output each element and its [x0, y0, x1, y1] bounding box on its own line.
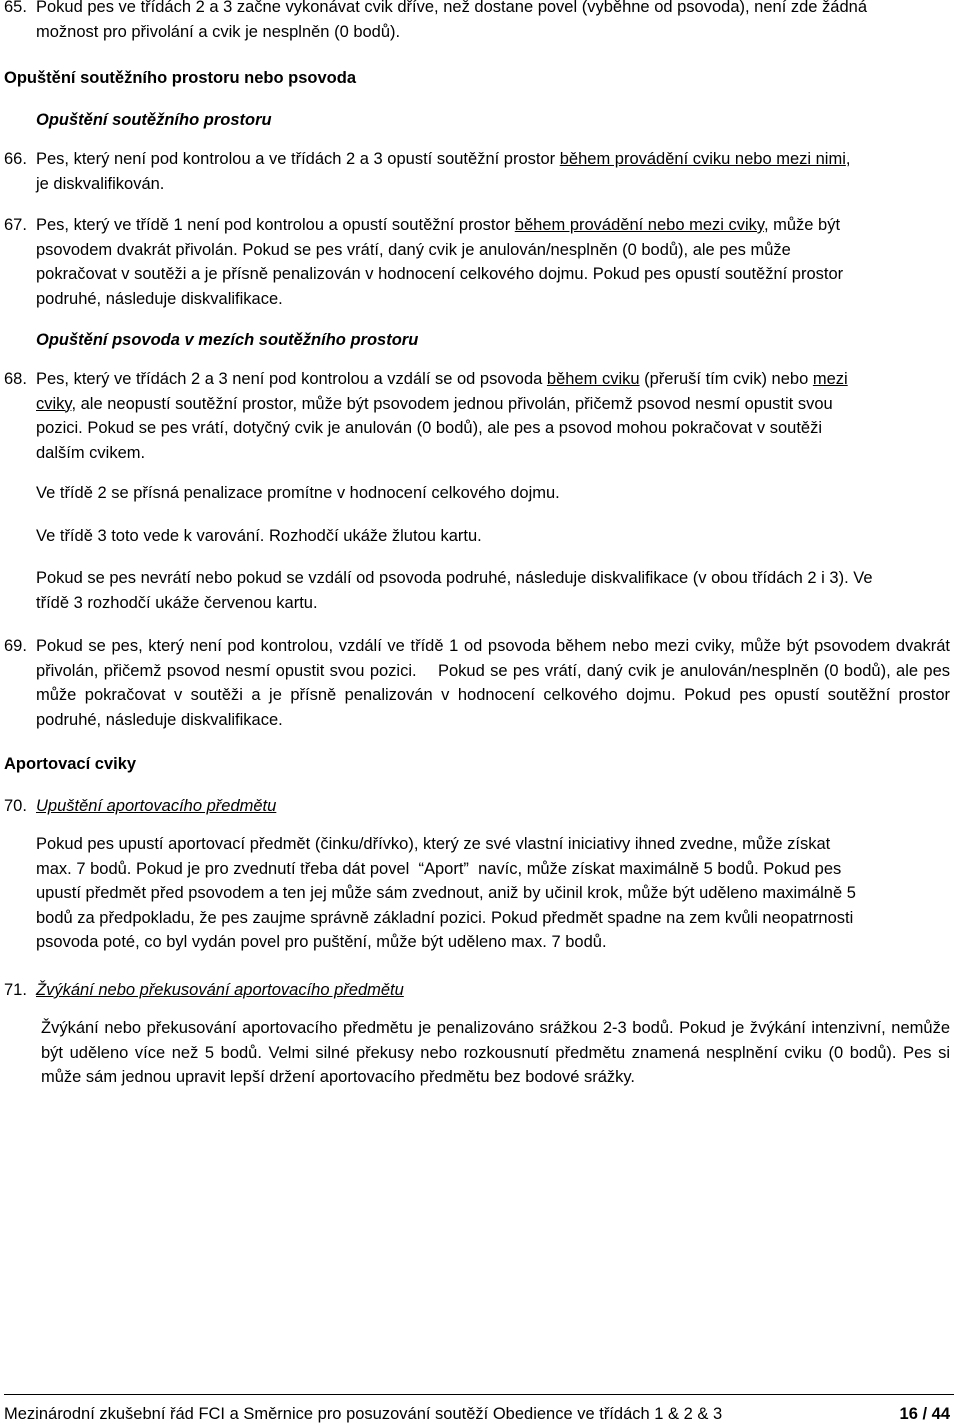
paragraph-65	[36, 0, 956, 44]
item-number-70: 70.	[4, 797, 27, 815]
paragraph-67-underlined: během provádění nebo mezi cviky	[514, 216, 764, 234]
paragraph-65-line-2: možnost pro přivolání a cvik je nesplněn (0 bodů).	[36, 22, 401, 41]
item-number-69: 69.	[4, 637, 27, 655]
paragraph-68-class-3: Ve třídě 3 toto vede k varování. Rozhodčí ukáže žlutou kartu.	[36, 527, 482, 545]
paragraph-68-line-3: pozici. Pokud se pes vrátí, dotyčný cvik je anulován (0 bodů), ale pes a psovod mohou pokračovat v soutěži	[36, 419, 823, 437]
paragraph-66-line-2: je diskvalifikován.	[36, 174, 165, 193]
item-number-71: 71.	[4, 981, 27, 999]
paragraph-70-line-5: psovoda poté, co byl vydán povel pro puštění, může být uděleno max. 7 bodů.	[36, 933, 607, 951]
paragraph-68-line-4: dalším cvikem.	[36, 443, 146, 462]
paragraph-67-tail: , může být	[763, 216, 841, 234]
paragraph-70-line-3: upustí předmět před psovodem a ten jej může sám zvednout, aniž by učinil krok, může být uděleno maximálně 5	[36, 884, 856, 902]
paragraph-71: Žvýkání nebo překusování aportovacího předmětu je penalizováno srážkou 2-3 bodů. Pokud je žvýkání intenzivní, nemůže být uděleno více než 5 bodů. Velmi silné překusy nebo rozkousnutí předmětu znamená nesplnění cviku (0 bodů). Pes si může sám jednou upravit lepší držení aportovacího předmětu bez bodové srážky.	[41, 1019, 950, 1086]
paragraph-66-line-1	[36, 147, 956, 172]
paragraph-68-text-b: (přeruší tím cvik) nebo	[639, 370, 813, 388]
paragraph-70-line-1: Pokud pes upustí aportovací předmět (činku/dřívko), který ze své vlastní iniciativy ihned zvedne, může získat	[36, 835, 831, 853]
paragraph-66	[36, 147, 956, 196]
section-heading-retrieve: Aportovací cviky	[4, 755, 137, 773]
paragraph-70-line-4: bodů za předpokladu, že pes zaujme správně základní pozici. Pokud předmět spadne na zem kvůli neopatrnosti	[36, 908, 854, 927]
paragraph-68-underlined-3: cviky	[36, 394, 72, 413]
item-number-68: 68.	[4, 370, 27, 388]
paragraph-68-no-return-line-2: třídě 3 rozhodčí ukáže červenou kartu.	[36, 593, 318, 612]
paragraph-68-no-return-line-1: Pokud se pes nevrátí nebo pokud se vzdálí od psovoda podruhé, následuje diskvalifikace (v obou třídách 2 i 3). Ve	[36, 569, 873, 587]
paragraph-68-no-return	[36, 566, 956, 615]
paragraph-68-underlined-1: během cviku	[546, 370, 640, 388]
paragraph-67	[36, 213, 956, 311]
paragraph-67-line-2: psovodem dvakrát přivolán. Pokud se pes vrátí, daný cvik je anulován/nesplněn (0 bodů), ale pes může	[36, 240, 791, 259]
paragraph-66-text: Pes, který není pod kontrolou a ve třídách 2 a 3 opustí soutěžní prostor	[36, 150, 560, 168]
paragraph-68-underlined-2: mezi	[812, 370, 848, 388]
section-heading-leaving: Opuštění soutěžního prostoru nebo psovoda	[4, 69, 357, 87]
paragraph-68-line-1	[36, 367, 956, 392]
page-number: 16 / 44	[899, 1405, 950, 1423]
paragraph-67-line-1	[36, 213, 956, 238]
paragraph-68-class-2: Ve třídě 2 se přísná penalizace promítne v hodnocení celkového dojmu.	[36, 484, 560, 502]
paragraph-68-line-2	[36, 392, 956, 417]
paragraph-66-comma: ,	[845, 150, 851, 168]
subheading-leaving-area: Opuštění soutěžního prostoru	[36, 111, 272, 129]
footer-divider	[4, 1394, 954, 1395]
paragraph-67-text: Pes, který ve třídě 1 není pod kontrolou a opustí soutěžní prostor	[36, 216, 515, 234]
paragraph-70	[36, 832, 956, 955]
paragraph-67-line-4: podruhé, následuje diskvalifikace.	[36, 289, 283, 308]
paragraph-68-text-a: Pes, který ve třídách 2 a 3 není pod kontrolou a vzdálí se od psovoda	[36, 370, 547, 388]
item-number-65: 65.	[4, 0, 27, 16]
subheading-leaving-handler: Opuštění psovoda v mezích soutěžního prostoru	[36, 331, 419, 349]
paragraph-70-title: Upuštění aportovacího předmětu	[36, 797, 277, 815]
paragraph-70-line-2: max. 7 bodů. Pokud je pro zvednutí třeba dát povel “Aport” navíc, může získat maximálně 5 bodů. Pokud pes	[36, 859, 842, 878]
footer-title: Mezinárodní zkušební řád FCI a Směrnice pro posuzování soutěží Obedience ve třídách 1 & 2 & 3	[4, 1405, 723, 1423]
paragraph-68-text-c: , ale neopustí soutěžní prostor, může být psovodem jednou přivolán, přičemž psovod nesmí opustit svou	[71, 394, 833, 413]
paragraph-69: Pokud se pes, který není pod kontrolou, vzdálí ve třídě 1 od psovoda během nebo mezi cviky, může být psovodem dvakrát přivolán, přičemž psovod nesmí opustit svou pozici. Pokud se pes vrátí, daný cvik je anulován/nesplněn (0 bodů), ale pes může pokračovat v soutěži a je přísně penalizován v hodnocení celkového dojmu. Pokud pes opustí soutěžní prostor podruhé, následuje diskvalifikace.	[36, 637, 955, 729]
paragraph-67-line-3: pokračovat v soutěži a je přísně penalizován v hodnocení celkového dojmu. Pokud pes opustí soutěžní prostor	[36, 265, 844, 283]
paragraph-71-title: Žvýkání nebo překusování aportovacího předmětu	[36, 981, 404, 999]
paragraph-66-underlined: během provádění cviku nebo mezi nimi	[559, 150, 846, 168]
item-number-66: 66.	[4, 150, 27, 168]
paragraph-68	[36, 367, 956, 465]
paragraph-65-line-1: Pokud pes ve třídách 2 a 3 začne vykonávat cvik dříve, než dostane povel (vyběhne od psovoda), není zde žádná	[36, 0, 868, 16]
page-footer	[4, 1402, 950, 1426]
item-number-67: 67.	[4, 216, 27, 234]
